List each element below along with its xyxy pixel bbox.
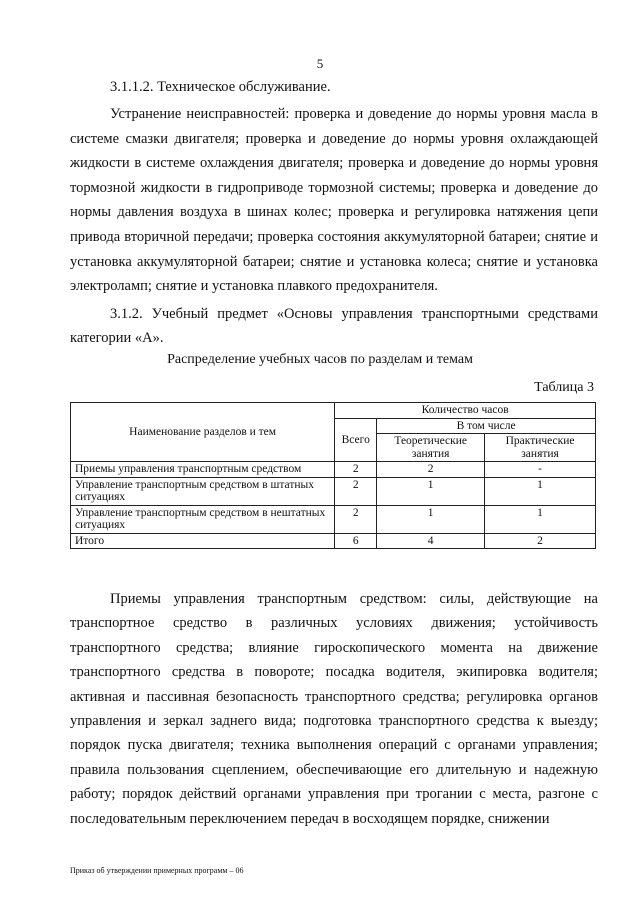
page-number: 5 — [316, 56, 324, 71]
row-theory: 1 — [377, 477, 485, 505]
header-name: Наименование разделов и тем — [71, 403, 335, 462]
paragraph-troubleshooting: Устранение неисправностей: проверка и доведение до нормы уровня масла в системе смазки двигателя; проверка и доведение до нормы уровня охлаждающей жидкости в системе охлаждения двигателя; проверка и доведение до нормы уровня тормозной жидкости в гидроприводе тормозной системы; проверка и доведение до нормы давления воздуха в шинах колес; проверка и регулировка натяжения цепи привода вторичной передачи; проверка состояния аккумуляторной батареи; снятие и установка аккумуляторной батареи; снятие и установка колеса; снятие и установка электроламп; снятие и установка плавкого предохранителя. — [70, 106, 598, 295]
section-heading-maintenance: 3.1.1.2. Техническое обслуживание. — [110, 79, 331, 95]
row-name: Управление транспортным средством в штатных ситуациях — [71, 477, 335, 505]
row-theory: 1 — [377, 505, 485, 533]
total-theory: 4 — [377, 533, 485, 549]
table-row — [71, 477, 596, 505]
row-total: 2 — [335, 505, 377, 533]
total-total: 6 — [335, 533, 377, 549]
header-hours: Количество часов — [335, 403, 596, 419]
row-theory: 2 — [377, 462, 485, 478]
header-including: В том числе — [377, 418, 596, 434]
row-total: 2 — [335, 462, 377, 478]
row-practice: - — [485, 462, 596, 478]
table-row — [71, 505, 596, 533]
header-theory: Теоретические занятия — [377, 434, 485, 462]
section-heading-subject: 3.1.2. Учебный предмет «Основы управления транспортными средствами категории «А». — [70, 306, 598, 346]
paragraph-control-techniques: Приемы управления транспортным средством: силы, действующие на транспортное средство в различных условиях движения; устойчивость транспортного средства; влияние гироскопического момента на движение транспортного средства в повороте; посадка водителя, экипировка водителя; активная и пассивная безопасность транспортного средства; регулировка органов управления и зеркал заднего вида; подготовка транспортного средства к выезду; порядок пуска двигателя; техника выполнения операций с органами управления; правила пользования сцеплением, обеспечивающие его длительную и надежную работу; порядок действий органами управления при трогании с места, разгоне с последовательным переключением передач в восходящем порядке, снижении — [70, 591, 598, 827]
hours-table — [70, 402, 596, 549]
table-total-row — [71, 533, 596, 549]
table-row — [71, 462, 596, 478]
row-name: Приемы управления транспортным средством — [71, 462, 335, 478]
row-practice: 1 — [485, 505, 596, 533]
row-total: 2 — [335, 477, 377, 505]
total-practice: 2 — [485, 533, 596, 549]
header-practice: Практические занятия — [485, 434, 596, 462]
footer-note: Приказ об утверждении примерных программ – 06 — [70, 866, 244, 875]
table-title: Распределение учебных часов по разделам и темам — [167, 352, 473, 367]
total-name: Итого — [71, 533, 335, 549]
table-caption: Таблица 3 — [534, 380, 594, 395]
row-name: Управление транспортным средством в нештатных ситуациях — [71, 505, 335, 533]
row-practice: 1 — [485, 477, 596, 505]
header-total: Всего — [335, 418, 377, 462]
